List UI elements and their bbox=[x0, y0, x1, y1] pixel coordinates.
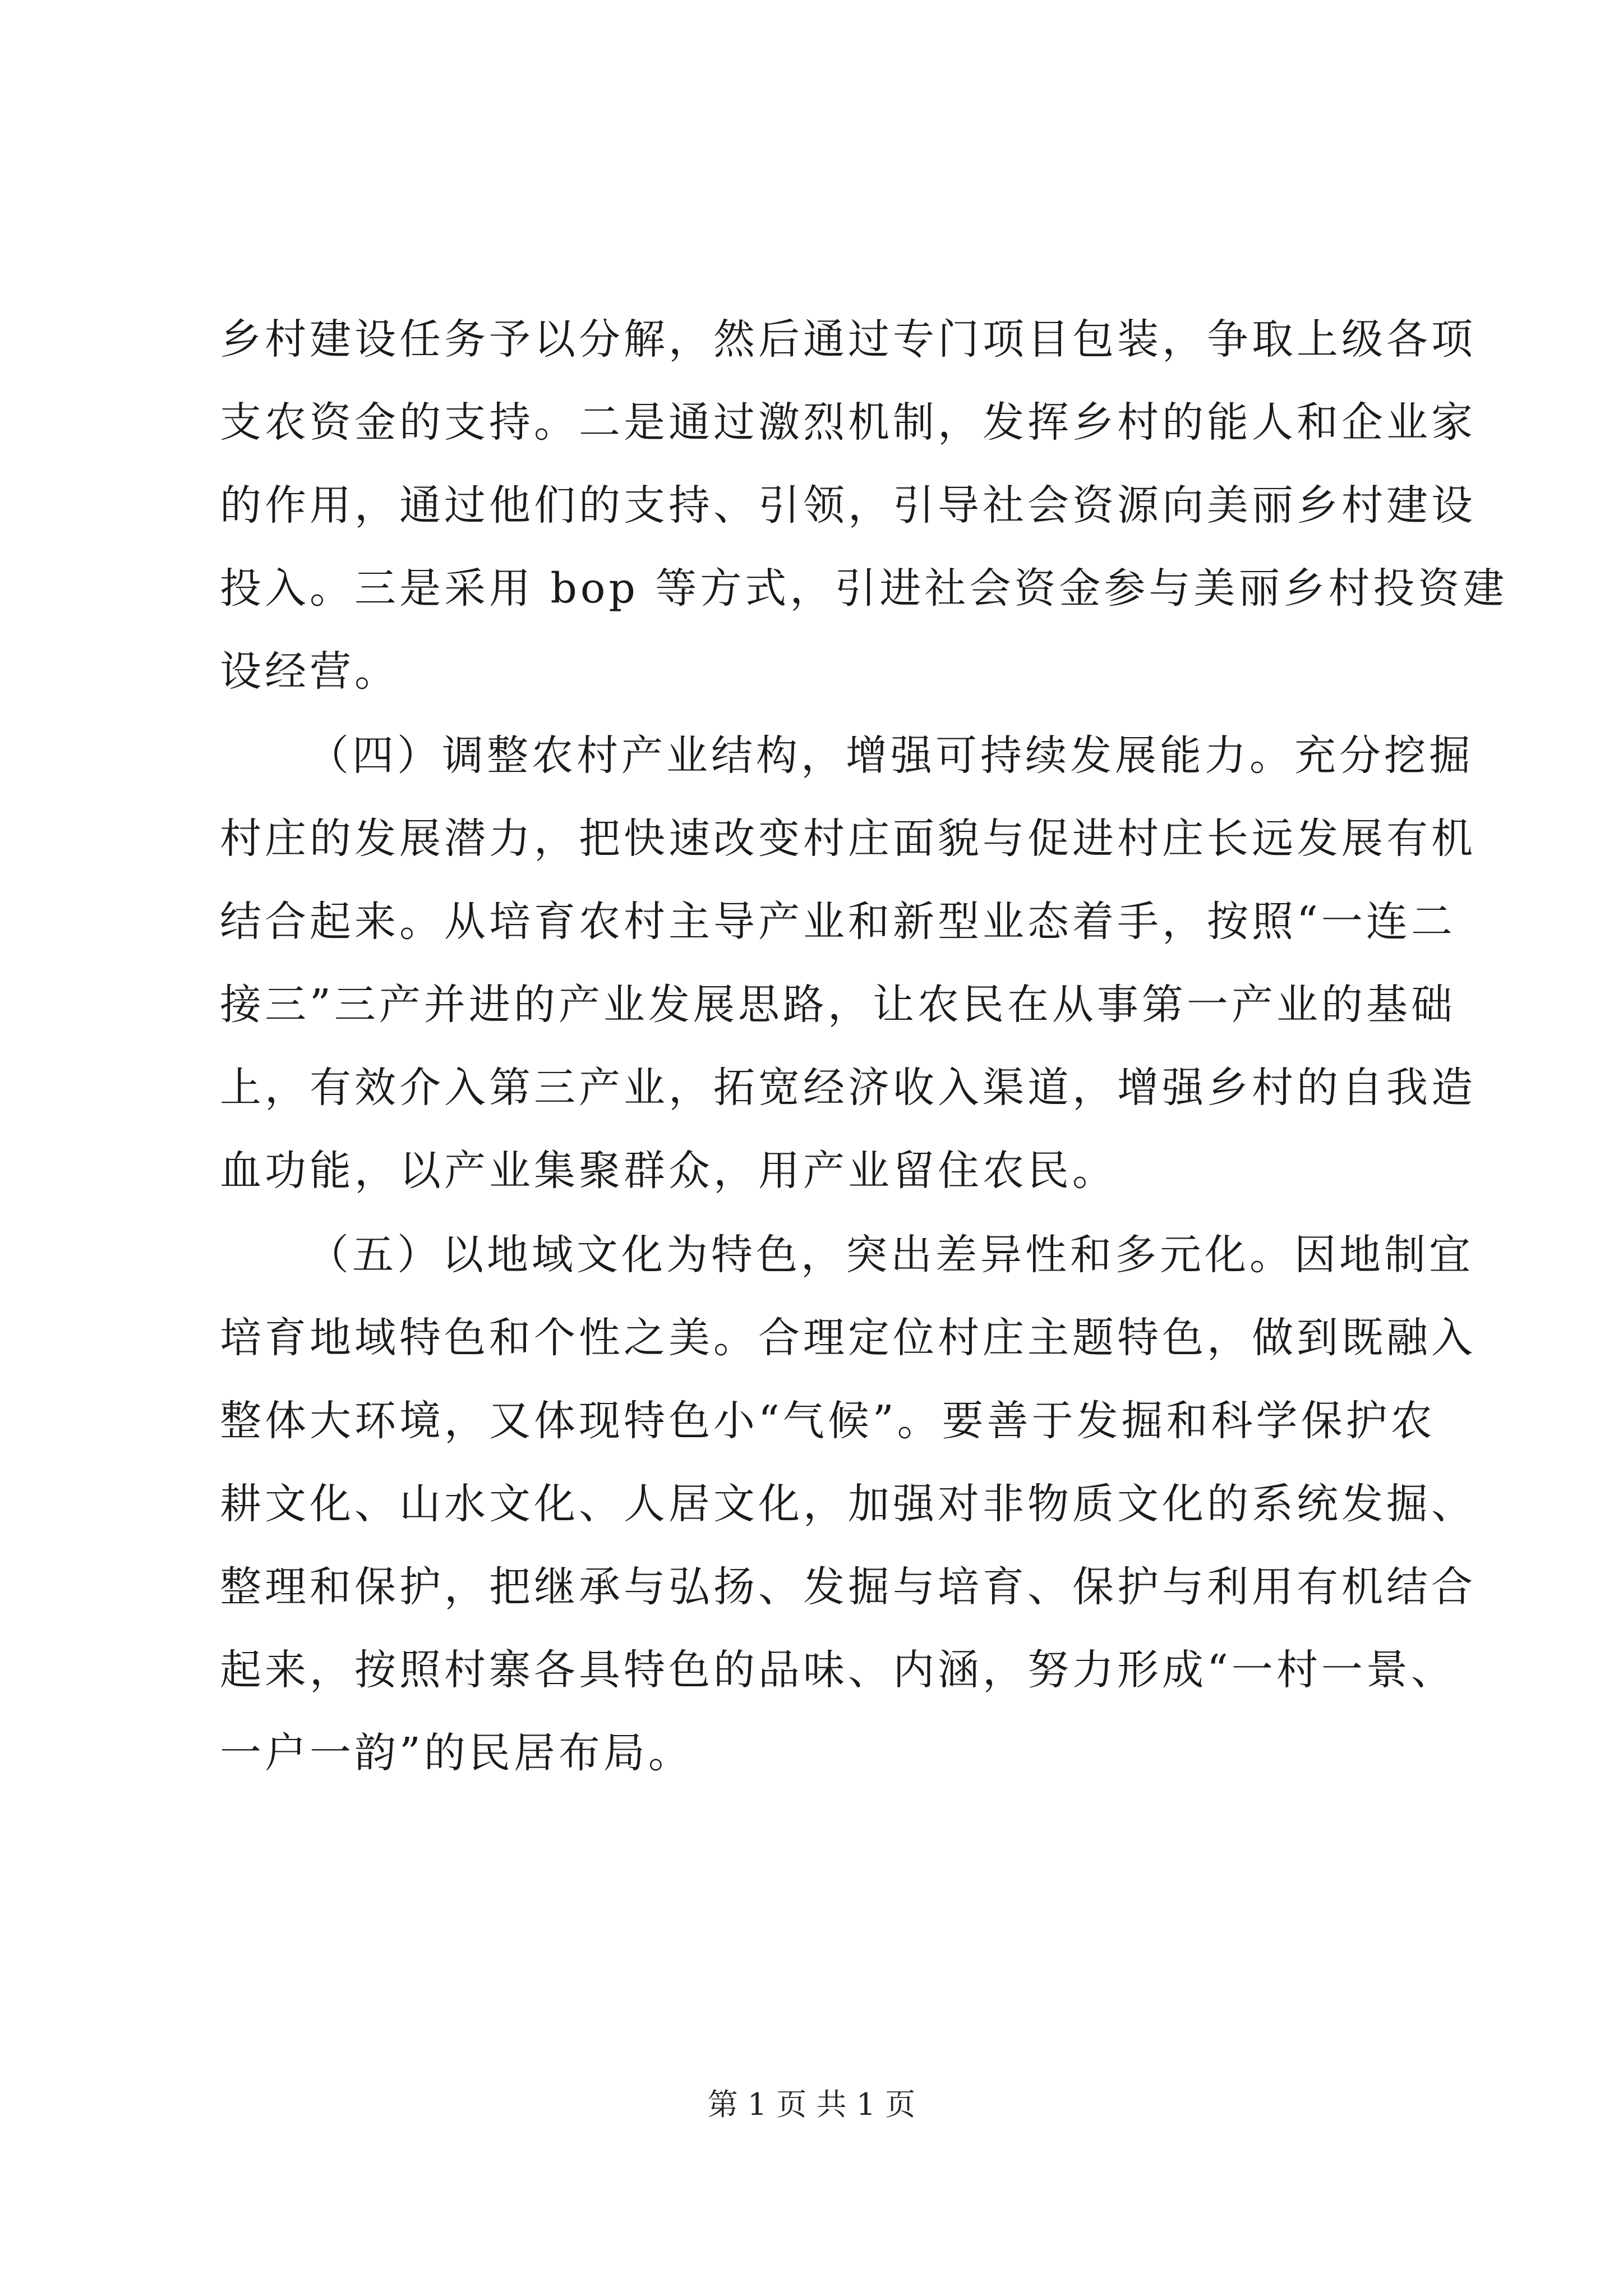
text-line: 投入。三是采用 bop 等方式，引进社会资金参与美丽乡村投资建 bbox=[220, 564, 1508, 613]
text-line: 整体大环境，又体现特色小“气候”。要善于发掘和科学保护农 bbox=[220, 1397, 1436, 1445]
text-line: 接三”三产并进的产业发展思路，让农民在从事第一产业的基础 bbox=[220, 981, 1456, 1029]
text-line: 上，有效介入第三产业，拓宽经济收入渠道，增强乡村的自我造 bbox=[220, 1064, 1476, 1112]
text-line: 的作用，通过他们的支持、引领，引导社会资源向美丽乡村建设 bbox=[220, 481, 1476, 530]
paragraph-heading-line: （四）调整农村产业结构，增强可持续发展能力。充分挖掘 bbox=[307, 731, 1474, 780]
text-line: 支农资金的支持。二是通过激烈机制，发挥乡村的能人和企业家 bbox=[220, 398, 1476, 447]
page-footer: 第 1 页 共 1 页 bbox=[707, 2087, 916, 2122]
text-line: 耕文化、山水文化、人居文化，加强对非物质文化的系统发掘、 bbox=[220, 1480, 1476, 1528]
text-line: 一户一韵”的民居布局。 bbox=[220, 1729, 693, 1777]
text-line: 村庄的发展潜力，把快速改变村庄面貌与促进村庄长远发展有机 bbox=[220, 815, 1476, 863]
text-line: 血功能，以产业集聚群众，用产业留住农民。 bbox=[220, 1147, 1117, 1195]
text-line: 整理和保护，把继承与弘扬、发掘与培育、保护与利用有机结合 bbox=[220, 1563, 1476, 1611]
text-line: 设经营。 bbox=[220, 647, 399, 696]
text-line: 乡村建设任务予以分解，然后通过专门项目包装，争取上级各项 bbox=[220, 315, 1476, 364]
text-line: 培育地域特色和个性之美。合理定位村庄主题特色，做到既融入 bbox=[220, 1314, 1476, 1362]
text-line: 结合起来。从培育农村主导产业和新型业态着手，按照“一连二 bbox=[220, 898, 1456, 946]
paragraph-heading-line: （五）以地域文化为特色，突出差异性和多元化。因地制宜 bbox=[307, 1231, 1474, 1279]
text-line: 起来，按照村寨各具特色的品味、内涵，努力形成“一村一景、 bbox=[220, 1646, 1456, 1694]
